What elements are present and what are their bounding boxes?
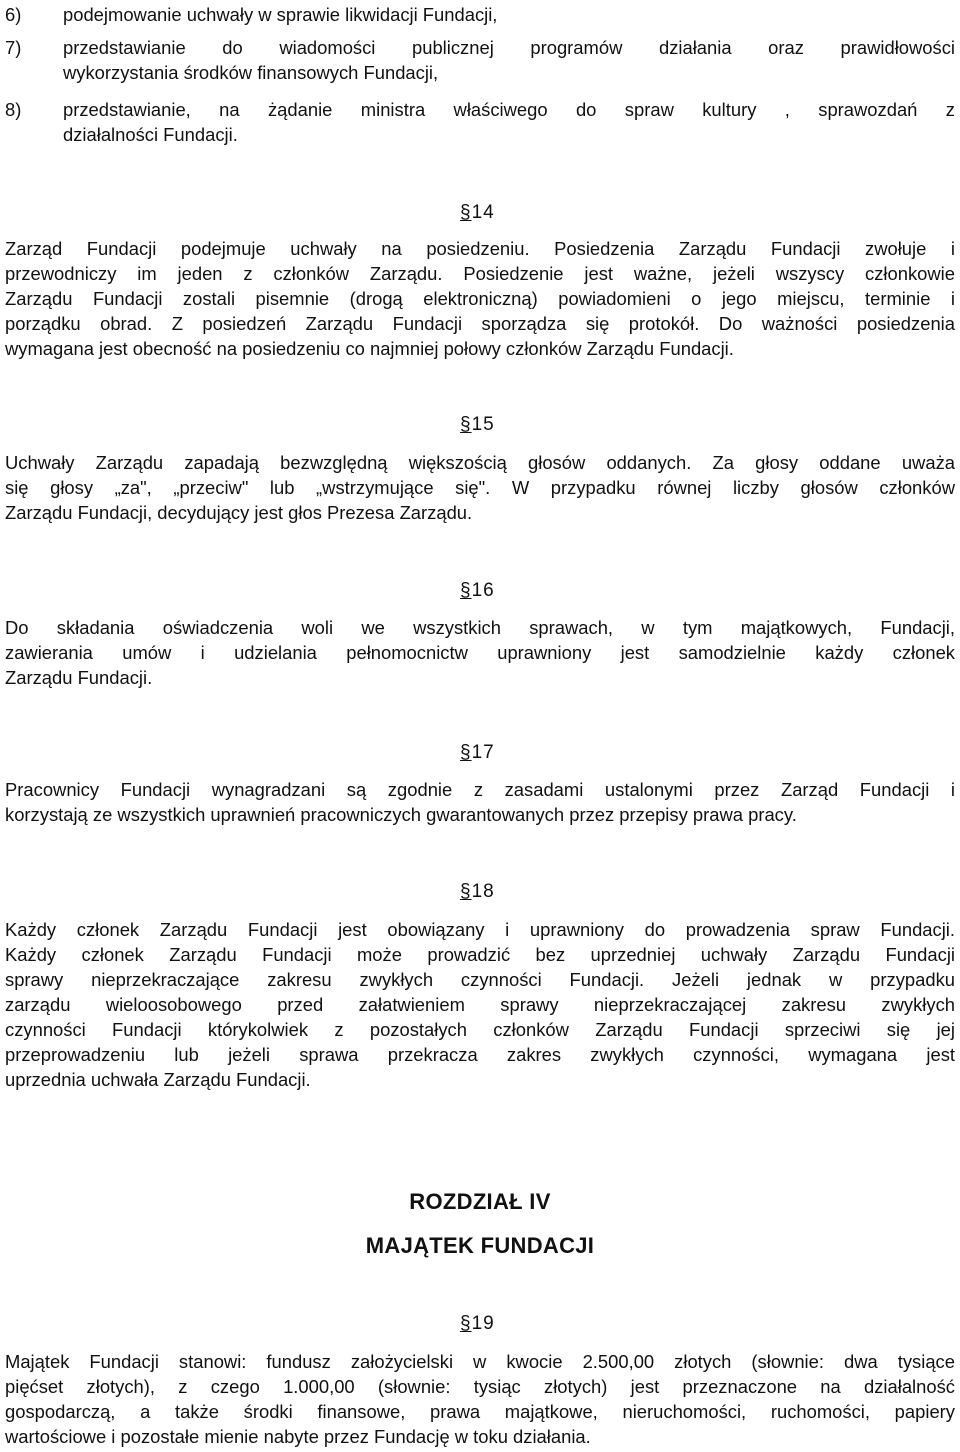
section-sign: § xyxy=(460,414,472,435)
list-item-number: 7) xyxy=(5,37,22,58)
list-item-6 xyxy=(5,2,955,27)
paragraph-line: Zarządu Fundacji zostali pisemnie (drogą elektroniczną) powiadomieni o jego miejscu, terminie i xyxy=(5,288,955,309)
list-item-text: podejmowanie uchwały w sprawie likwidacji Fundacji, xyxy=(63,4,498,25)
section-number: 14 xyxy=(471,202,495,223)
paragraph-line: Pracownicy Fundacji wynagradzani są zgodnie z zasadami ustalonymi przez Zarząd Fundacji i xyxy=(5,779,955,800)
section-number: 15 xyxy=(471,414,495,435)
paragraph-line: korzystają ze wszystkich uprawnień pracowniczych gwarantowanych przez przepisy prawa pracy. xyxy=(5,804,797,825)
paragraph-line: przewodniczy im jeden z członków Zarządu. Posiedzenie jest ważne, jeżeli wszyscy członkowie xyxy=(5,263,955,284)
list-item-7 xyxy=(5,35,955,60)
section-heading-16 xyxy=(460,578,495,604)
paragraph-line: Uchwały Zarządu zapadają bezwzględną większością głosów oddanych. Za głosy oddane uważa xyxy=(5,452,955,473)
section-sign: § xyxy=(460,881,472,902)
paragraph-line: Do składania oświadczenia woli we wszystkich sprawach, w tym majątkowych, Fundacji, xyxy=(5,617,955,638)
section-sign: § xyxy=(460,1313,472,1334)
section-sign: § xyxy=(460,580,472,601)
paragraph-line: Zarząd Fundacji podejmuje uchwały na posiedzeniu. Posiedzenia Zarządu Fundacji zwołuje i xyxy=(5,238,955,259)
list-item-7-continuation xyxy=(5,60,955,85)
paragraph-line: sprawy nieprzekraczające zakresu zwykłych czynności Fundacji. Jeżeli jednak w przypadku xyxy=(5,969,955,990)
paragraph-line: Zarządu Fundacji. xyxy=(5,667,153,688)
section-heading-19 xyxy=(460,1311,495,1337)
paragraph-line: czynności Fundacji którykolwiek z pozostałych członków Zarządu Fundacji sprzeciwi się jej xyxy=(5,1019,955,1040)
paragraph-line: Każdy członek Zarządu Fundacji może prowadzić bez uprzedniej uchwały Zarządu Fundacji xyxy=(5,944,955,965)
paragraph-line: wymagana jest obecność na posiedzeniu co najmniej połowy członków Zarządu Fundacji. xyxy=(5,338,734,359)
chapter-number: ROZDZIAŁ IV xyxy=(409,1189,551,1214)
paragraph-line: uprzednia uchwała Zarządu Fundacji. xyxy=(5,1069,311,1090)
section-number: 18 xyxy=(471,881,495,902)
list-item-number: 6) xyxy=(5,4,22,25)
list-item-number: 8) xyxy=(5,99,22,120)
section-heading-18 xyxy=(460,879,495,905)
section-heading-14 xyxy=(460,200,495,226)
list-item-8-continuation xyxy=(5,122,955,147)
paragraph-line: zawierania umów i udzielania pełnomocnictw uprawniony jest samodzielnie każdy członek xyxy=(5,642,955,663)
section-number: 19 xyxy=(471,1313,495,1334)
paragraph-line: przeprowadzeniu lub jeżeli sprawa przekracza zakres zwykłych czynności, wymagana jest xyxy=(5,1044,955,1065)
section-heading-15 xyxy=(460,412,495,438)
section-sign: § xyxy=(460,742,472,763)
paragraph-line: zarządu wieloosobowego przed załatwieniem sprawy nieprzekraczającej zakresu zwykłych xyxy=(5,994,955,1015)
paragraph-line: porządku obrad. Z posiedzeń Zarządu Fundacji sporządza się protokół. Do ważności posiedzenia xyxy=(5,313,955,334)
section-number: 17 xyxy=(471,742,495,763)
chapter-title: MAJĄTEK FUNDACJI xyxy=(365,1233,595,1258)
paragraph-line: Majątek Fundacji stanowi: fundusz założycielski w kwocie 2.500,00 złotych (słownie: dwa tysiące xyxy=(5,1351,955,1372)
paragraph-line: się głosy „za", „przeciw" lub „wstrzymujące się". W przypadku równej liczby głosów członków xyxy=(5,477,955,498)
list-item-text: przedstawianie, na żądanie ministra właściwego do spraw kultury , sprawozdań z xyxy=(63,99,955,120)
paragraph-line: pięćset złotych), z czego 1.000,00 (słownie: tysiąc złotych) jest przeznaczone na działalność xyxy=(5,1376,955,1397)
paragraph-line: Zarządu Fundacji, decydujący jest głos Prezesa Zarządu. xyxy=(5,502,473,523)
list-item-text: działalności Fundacji. xyxy=(63,124,238,145)
paragraph-line: wartościowe i pozostałe mienie nabyte przez Fundację w toku działania. xyxy=(5,1426,591,1447)
paragraph-line: Każdy członek Zarządu Fundacji jest obowiązany i uprawniony do prowadzenia spraw Fundacji. xyxy=(5,919,955,940)
list-item-8 xyxy=(5,97,955,122)
section-number: 16 xyxy=(471,580,495,601)
paragraph-line: gospodarczą, a także środki finansowe, prawa majątkowe, nieruchomości, ruchomości, papiery xyxy=(5,1401,955,1422)
list-item-text: wykorzystania środków finansowych Fundacji, xyxy=(63,62,439,83)
list-item-text: przedstawianie do wiadomości publicznej programów działania oraz prawidłowości xyxy=(63,37,955,58)
section-sign: § xyxy=(460,202,472,223)
section-heading-17 xyxy=(460,740,495,766)
